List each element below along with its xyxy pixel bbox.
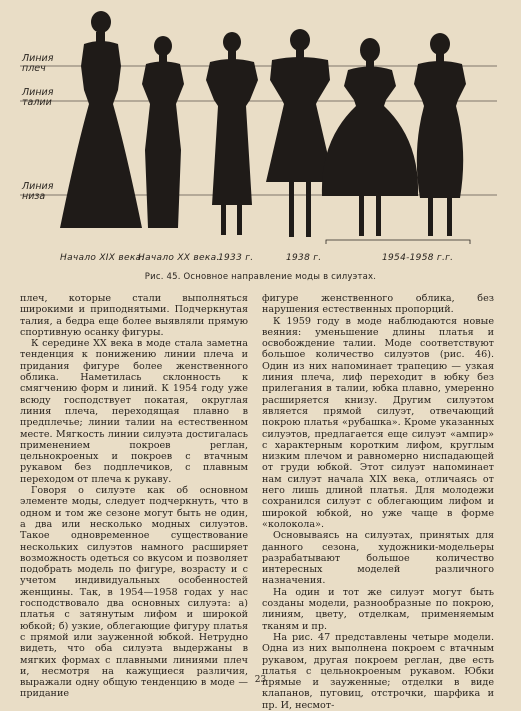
silhouette-figure [0, 0, 521, 285]
era-label-1954-1958: 1954-1958 г.г. [382, 253, 454, 263]
label-hem-line: Линия низа [22, 181, 54, 202]
paragraph: Основываясь на силуэтах, принятых для данного сезона, художники-модельеры разрабатывают большое количество интересных моделей различного назначения. [262, 530, 494, 587]
paragraph: плеч, которые стали выполняться широкими и приподнятыми. Подчеркнутая талия, а бедра еще более выявляли прямую спортивную осанку фигуры. [20, 293, 248, 338]
silhouette-1938 [266, 29, 334, 237]
silhouette-1954-narrow-skirt [414, 33, 466, 236]
figure-caption: Рис. 45. Основное направление моды в силуэтах. [144, 272, 377, 282]
left-text-column [20, 293, 248, 700]
era-label-1933: 1933 г. [218, 253, 254, 263]
label-shoulder-line: Линия плеч [22, 53, 54, 74]
paragraph: К 1959 году в моде наблюдаются новые веяния: уменьшение длины платья и освобождение талии. Моде соответствуют большое количество силуэтов (рис. 46). Один из них напоминает трапецию — узкая линия плеча, лиф переходит в юбку без прилегания в талии, юбка плавно, умеренно расширяется книзу. Другим силуэтом является прямой силуэт, отвечающий покрою платья «рубашка». Кроме указанных силуэтов, предлагается еще силуэт «ампир» с характерным коротким лифом, круглым низким плечом и равномерно ниспадающей от груди юбкой. Этот силуэт напоминает нам силуэт начала XIX века, отличаясь от него лишь длиной платья. Для молодежи сохранился силуэт с облегающим лифом и широкой юбкой, но уже чаще в форме «колокола». [262, 315, 494, 530]
era-label-early-19th: Начало XIX века. [60, 253, 145, 263]
paragraph: На рис. 47 представлены четыре модели. Одна из них выполнена покроем с втачным рукавом, другая покроем реглан, две есть платья с цельнокроеным рукавом. Юбки прямые и зауженные; отделки в виде клапанов, пуговиц, отстрочки, шарфика и пр. И, несмот- [262, 631, 494, 711]
paragraph: Говоря о силуэте как об основном элементе моды, следует подчеркнуть, что в одном и том же сезоне могут быть не один, а два или несколько модных силуэтов. Такое одновременное существование нескольких силуэтов намного расширяет возможность одеться со вкусом и позволяет подобрать модель по фигуре, возрасту и с учетом индивидуальных особенностей женщины. Так, в 1954—1958 годах у нас господствовало два основных силуэта: а) платья с затянутым лифом и широкой юбкой; б) узкие, облегающие фигуру платья с прямой или зауженной юбкой. Нетрудно видеть, что оба силуэта выдержаны в мягких формах с плавными линиями плеч и, несмотря на кажущиеся различия, выражали одну общую тенденцию в моде — придание [20, 485, 248, 700]
label-waist-line: Линия талии [22, 87, 54, 108]
silhouettes-illustration [0, 0, 521, 270]
page-number: 23 [254, 675, 267, 685]
silhouette-1954-full-skirt [322, 38, 418, 236]
silhouette-early-19th-century [60, 11, 142, 228]
paragraph: фигуре женственного облика, без нарушения естественных пропорций. [262, 293, 494, 316]
paragraph: На один и тот же силуэт могут быть созданы модели, разнообразные по покрою, линиям, цвету, отделкам, применяемым тканям и пр. [262, 586, 494, 632]
era-bracket [326, 240, 470, 244]
era-label-early-20th: Начало XX века. [138, 253, 220, 263]
era-label-1938: 1938 г. [286, 253, 322, 263]
silhouette-1933 [206, 32, 258, 235]
paragraph: К середине XX века в моде стала заметна тенденция к понижению линии плеча и придания фигуре более женственного облика. Наметилась склонность к смягчению форм и линий. К 1954 году уже всюду господствует покатая, округлая линия плеча, переходящая плавно в предплечье; линии талии на естественном месте. Мягкость линии силуэта достигалась применением покроев реглан, цельнокроеных и покроев с втачным рукавом без подплечиков, с плавным переходом от плеча к рукаву. [20, 338, 248, 485]
silhouette-early-20th-century [142, 36, 184, 228]
right-text-column [262, 293, 494, 711]
